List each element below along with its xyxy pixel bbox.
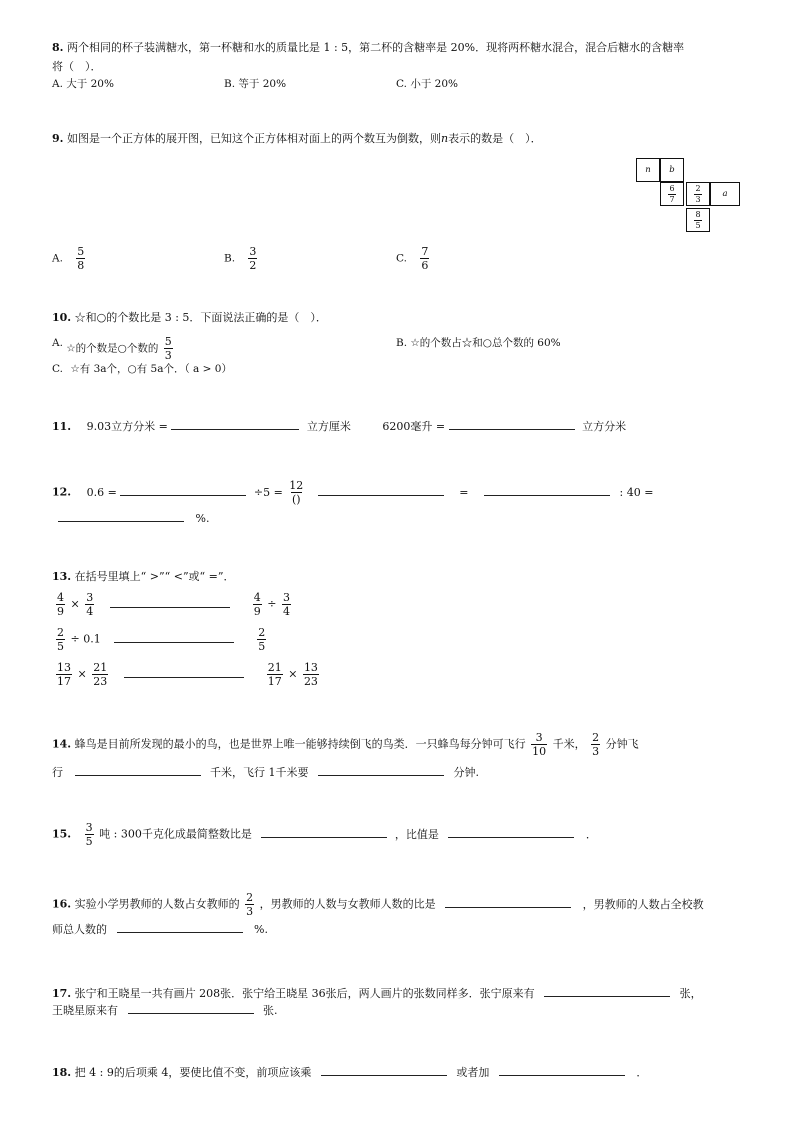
question-11: 11. 9.03立方分米 = 立方厘米 6200毫升 = 立方分米 bbox=[52, 420, 627, 433]
question-number: 13. bbox=[52, 570, 72, 583]
question-number: 12. bbox=[52, 485, 72, 499]
option-c[interactable]: C. 小于 20% bbox=[396, 78, 459, 90]
option-b[interactable]: B. ☆的个数占☆和○总个数的 60% bbox=[396, 337, 561, 349]
answer-blank[interactable] bbox=[449, 418, 575, 430]
question-18: 18. 把 4 : 9的后项乘 4，要使比值不变，前项应该乘 或者加 ． bbox=[52, 1066, 648, 1079]
comparison-row-2: $\frac{2}{5}$ ÷ 0.1 $\frac{2}{5}$ bbox=[57, 626, 266, 653]
answer-blank[interactable] bbox=[318, 764, 444, 776]
question-16-line2: 师总人数的 %. bbox=[52, 923, 268, 936]
answer-blank[interactable] bbox=[171, 418, 299, 430]
answer-blank[interactable] bbox=[445, 896, 571, 908]
question-number: 11. bbox=[52, 420, 72, 433]
option-c[interactable]: C. $\frac{7}{6}$ bbox=[396, 245, 429, 272]
answer-blank[interactable] bbox=[499, 1064, 625, 1076]
question-17-line2: 王晓星原来有 张. bbox=[52, 1004, 278, 1017]
option-a[interactable]: A. $\frac{5}{8}$ bbox=[52, 245, 85, 272]
question-number: 17. bbox=[52, 987, 72, 1000]
option-b[interactable]: B. 等于 20% bbox=[224, 78, 287, 90]
cube-net-diagram bbox=[636, 158, 740, 234]
question-number: 15. bbox=[52, 827, 72, 841]
question-number: 14. bbox=[52, 737, 72, 751]
question-10 bbox=[52, 312, 327, 323]
question-13 bbox=[52, 571, 235, 582]
question-15: 15. $\frac{3}{5}$ 吨 : 300千克化成最简整数比是 ，比值是 ． bbox=[52, 821, 597, 848]
net-cell-n: n bbox=[636, 158, 660, 182]
question-8 bbox=[52, 42, 684, 53]
answer-blank[interactable] bbox=[124, 666, 244, 678]
answer-blank[interactable] bbox=[318, 484, 444, 496]
answer-blank[interactable] bbox=[75, 764, 201, 776]
comparison-row-1: $\frac{4}{9}$ × $\frac{3}{4}$ $\frac{4}{9}$ ÷ $\frac{3}{4}$ bbox=[57, 591, 290, 618]
question-text: ☆和○的个数比是 3 : 5．下面说法正确的是（ ）． bbox=[74, 311, 327, 324]
variable-n: n bbox=[440, 132, 449, 145]
question-12: 12. 0.6 = ÷5 = $\frac{12}{()}$ = : 40 = bbox=[52, 479, 654, 506]
net-cell-a: a bbox=[710, 182, 740, 206]
question-number: 16. bbox=[52, 897, 72, 911]
question-12-line2: %. bbox=[58, 510, 209, 524]
answer-blank[interactable] bbox=[484, 484, 610, 496]
question-text: 两个相同的杯子装满糖水，第一杯糖和水的质量比是 1 : 5，第二杯的含糖率是 20%．现将两杯糖水混合，混合后糖水的含糖率 bbox=[66, 41, 685, 54]
net-cell-2-3: $\frac{2}{3}$ bbox=[686, 182, 710, 206]
question-8-line2: 将（ ）． bbox=[52, 60, 102, 73]
answer-blank[interactable] bbox=[110, 596, 230, 608]
answer-blank[interactable] bbox=[544, 985, 670, 997]
net-cell-8-5: $\frac{8}{5}$ bbox=[686, 208, 710, 232]
question-17: 17. 张宁和王晓星一共有画片 208张．张宁给王晓星 36张后，两人画片的张数同样多．张宁原来有 张， bbox=[52, 987, 702, 1000]
question-number: 8. bbox=[52, 41, 64, 54]
question-14-line2: 行 千米，飞行 1千米要 分钟. bbox=[52, 766, 479, 779]
question-16: 16. 实验小学男教师的人数占女教师的 $\frac{2}{3}$ ，男教师的人数与女教师人数的比是 ，男教师的人数占全校教 bbox=[52, 891, 704, 918]
question-9 bbox=[52, 133, 542, 144]
answer-blank[interactable] bbox=[128, 1002, 254, 1014]
answer-blank[interactable] bbox=[114, 631, 234, 643]
question-text-2: 表示的数是（ ）． bbox=[448, 132, 542, 145]
comparison-row-3: $\frac{13}{17}$ × $\frac{21}{23}$ $\frac{21}{17}$ × $\frac{13}{23}$ bbox=[57, 661, 318, 688]
question-number: 9. bbox=[52, 132, 64, 145]
answer-blank[interactable] bbox=[321, 1064, 447, 1076]
answer-blank[interactable] bbox=[448, 826, 574, 838]
question-14: 14. 蜂鸟是目前所发现的最小的鸟，也是世界上唯一能够持续倒飞的鸟类．一只蜂鸟每分钟可飞行 $\frac{3}{10}$ 千米， $\frac{2}{3}$ 分钟飞 bbox=[52, 731, 639, 758]
option-a[interactable]: A. 大于 20% bbox=[52, 78, 114, 90]
question-text: 在括号里填上“ >”“ <”或“ =”． bbox=[74, 570, 235, 583]
net-cell-6-7: $\frac{6}{7}$ bbox=[660, 182, 684, 206]
question-number: 10. bbox=[52, 311, 72, 324]
net-cell-b: b bbox=[660, 158, 684, 182]
answer-blank[interactable] bbox=[117, 921, 243, 933]
answer-blank[interactable] bbox=[58, 510, 184, 522]
answer-blank[interactable] bbox=[261, 826, 387, 838]
answer-blank[interactable] bbox=[120, 484, 246, 496]
option-a[interactable]: A. ☆的个数是○个数的 $\frac{5}{3}$ bbox=[52, 335, 172, 362]
question-number: 18. bbox=[52, 1066, 72, 1079]
option-b[interactable]: B. $\frac{3}{2}$ bbox=[224, 245, 257, 272]
option-c[interactable]: C. ☆有 3a个，○有 5a个．（ a > 0） bbox=[52, 363, 232, 375]
question-text: 如图是一个正方体的展开图，已知这个正方体相对面上的两个数互为倒数，则 bbox=[66, 132, 441, 145]
